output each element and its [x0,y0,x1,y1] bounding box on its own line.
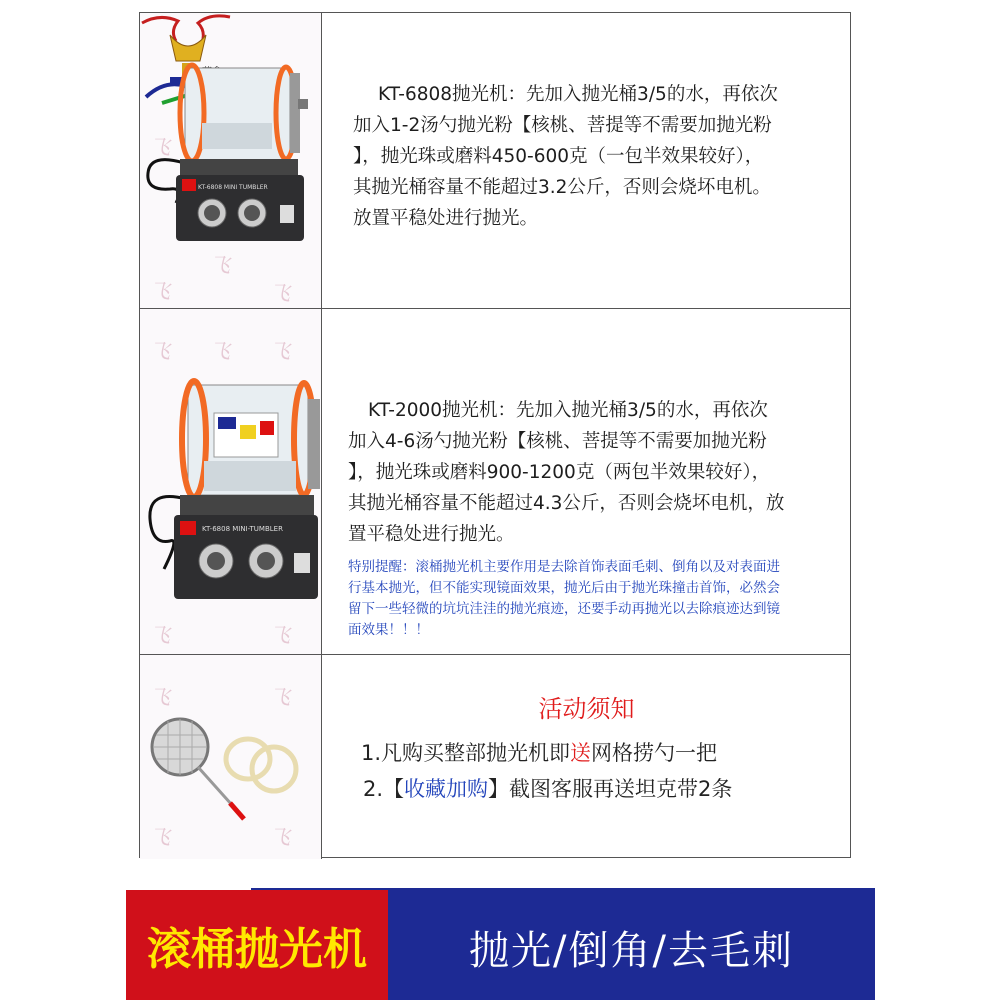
description-kt2000 [323,309,850,654]
watermark: 飞 [270,825,290,849]
notice-text: 2.【 [363,777,405,801]
watermark: 飞 [150,685,170,709]
watermark: 飞 [210,339,230,363]
table-row-kt2000 [140,309,850,655]
note-line: 特别提醒：滚桶抛光机主要作用是去除首饰表面毛刺、倒角以及对表面进 [348,559,780,575]
text-line: 加入1-2汤勺抛光粉【核桃、菩提等不需要加抛光粉 [353,115,772,136]
text-line: 】，抛光珠或磨料450-600克（一包半效果较好）， [353,146,764,167]
text-line: 】，抛光珠或磨料900-1200克（两包半效果较好）， [348,462,771,483]
notice-highlight: 送 [570,741,592,765]
description-kt6808 [323,13,850,308]
text-line: 放置平稳处进行抛光。 [353,208,539,229]
text-line: KT-6808抛光机：先加入抛光桶3/5的水，再依次 [378,84,778,105]
bottom-banner [126,888,875,1000]
special-reminder-note [348,557,838,641]
paragraph-kt2000 [348,395,858,550]
note-line: 留下一些轻微的坑坑洼洼的抛光痕迹，还要手动再抛光以去除痕迹达到镜 [348,601,780,617]
paragraph-kt6808 [353,79,858,234]
instruction-table [139,12,851,858]
table-row-notice [140,655,850,859]
watermark: 飞 [270,281,290,305]
notice-text: 1.凡购买整部抛光机即 [361,741,571,765]
machine-panel-text: KT-6808 MINI TUMBLER [198,184,268,191]
watermark: 飞 [150,279,170,303]
banner-features: 抛光/倒角/去毛刺 [388,894,875,1000]
table-row-kt6808 [140,13,850,309]
watermark: 飞 [150,135,170,159]
banner-product-name: 滚桶抛光机 [126,890,388,1000]
notice-text: 网格捞勺一把 [591,741,718,765]
product-image-kt2000 [140,309,322,654]
watermark: 飞 [270,685,290,709]
notice-line-2 [363,773,732,803]
text-line: 置平稳处进行抛光。 [348,524,515,545]
product-image-kt6808 [140,13,322,308]
watermark: 飞 [270,339,290,363]
watermark: 飞 [210,253,230,277]
notice-highlight: 收藏加购 [404,777,489,801]
text-line: KT-2000抛光机：先加入抛光桶3/5的水，再依次 [368,400,768,421]
mesh-scoop-and-belts-illustration [140,655,322,859]
note-line: 面效果！！！ [348,622,429,638]
watermark: 飞 [150,339,170,363]
watermark: 飞 [150,623,170,647]
notice-line-1 [361,737,717,767]
machine-panel-text: KT-6808 MINI-TUMBLER [202,525,283,533]
gift-items-image [140,655,322,859]
tumbler-machine-illustration [140,309,322,654]
watermark: 飞 [150,825,170,849]
tumbler-machine-illustration [140,13,322,308]
watermark: 飞 [270,623,290,647]
note-line: 行基本抛光，但不能实现镜面效果，抛光后由于抛光珠撞击首饰，必然会 [348,580,780,596]
notice-title: 活动须知 [538,695,635,723]
text-line: 其抛光桶容量不能超过3.2公斤，否则会烧坏电机。 [353,177,771,198]
text-line: 其抛光桶容量不能超过4.3公斤，否则会烧坏电机，放 [348,493,785,514]
activity-notice [323,655,850,859]
notice-text: 】截图客服再送坦克带2条 [488,777,733,801]
text-line: 加入4-6汤勺抛光粉【核桃、菩提等不需要加抛光粉 [348,431,767,452]
